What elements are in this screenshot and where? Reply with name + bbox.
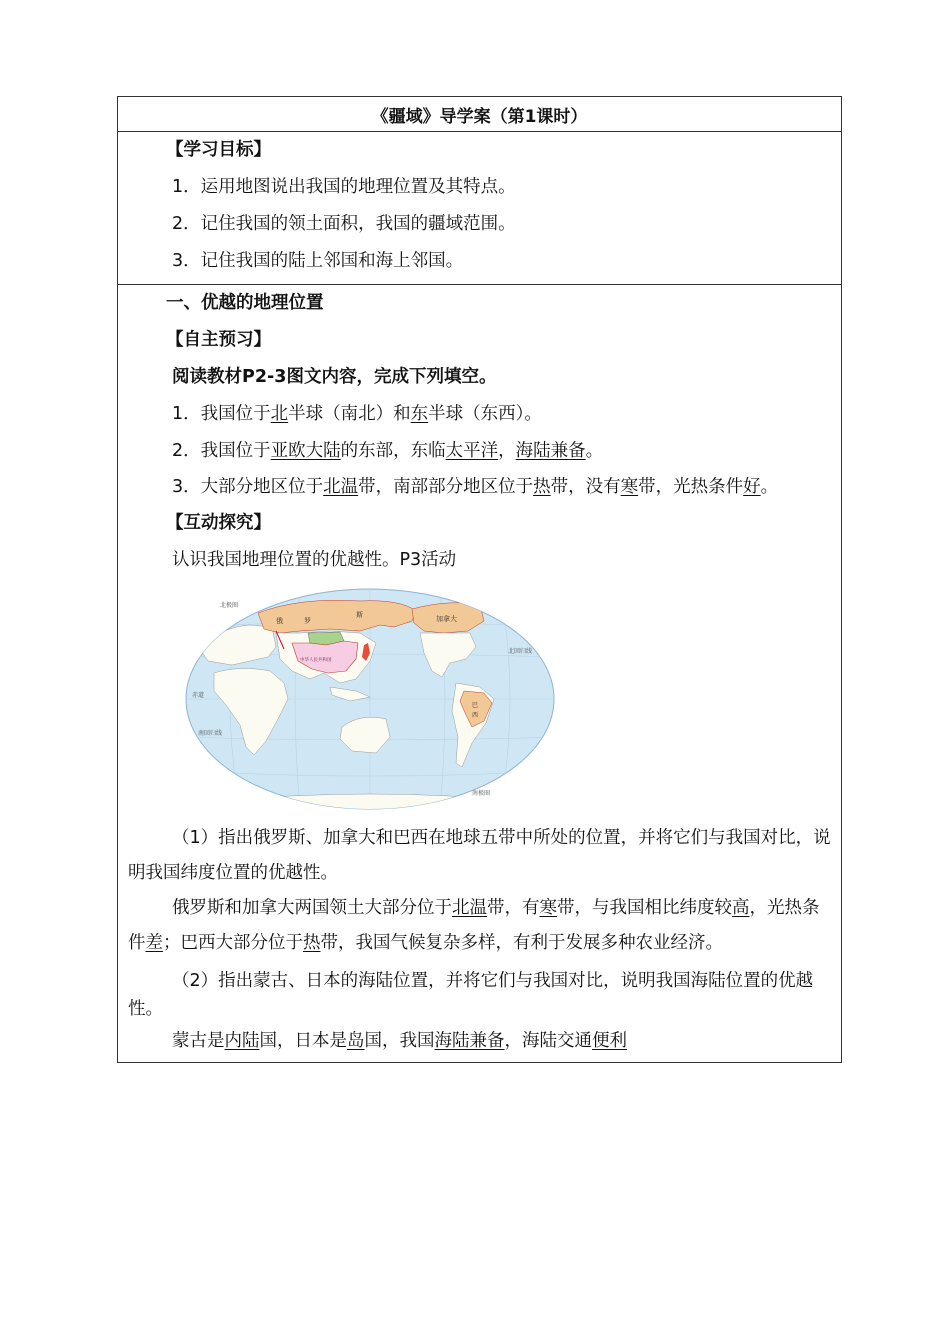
explore-heading: 【互动探究】 bbox=[166, 513, 271, 533]
brazil-label-2: 西 bbox=[472, 712, 479, 719]
tropic-cancer-label: 北回归线 bbox=[508, 648, 533, 655]
page-title: 《疆域》导学案（第1课时） bbox=[118, 97, 841, 132]
answer-blank: 北温 bbox=[452, 898, 487, 918]
answer-blank: 高 bbox=[732, 898, 750, 918]
text: 带，有 bbox=[487, 898, 540, 918]
text: 的东部，东临 bbox=[340, 441, 446, 461]
text: ，光热条件 bbox=[128, 898, 820, 953]
answer-blank: 太平洋 bbox=[445, 441, 499, 461]
answer-blank: 岛 bbox=[347, 1031, 365, 1051]
answer-blank: 寒 bbox=[539, 898, 557, 918]
brazil-label-1: 巴 bbox=[472, 702, 479, 709]
russia-label-1: 俄 bbox=[276, 617, 283, 625]
greenland-land bbox=[484, 595, 512, 613]
practice-answer-1 bbox=[128, 891, 831, 961]
fill-question-2 bbox=[128, 433, 831, 470]
text: 2．我国位于 bbox=[172, 441, 271, 461]
text: 蒙古是 bbox=[172, 1031, 225, 1051]
text: 。 bbox=[585, 441, 604, 461]
text: 俄罗斯和加拿大两国领土大部分位于 bbox=[172, 898, 452, 918]
answer-blank: 海陆兼备 bbox=[515, 441, 586, 461]
answer-blank: 亚欧大陆 bbox=[270, 441, 341, 461]
practice-question-2: （2）指出蒙古、日本的海陆位置，并将它们与我国对比，说明我国海陆位置的优越性。 bbox=[128, 971, 814, 1019]
worksheet-table bbox=[117, 96, 842, 1063]
goal-item: 3．记住我国的陆上邻国和海上邻国。 bbox=[172, 251, 464, 271]
learning-goals bbox=[118, 132, 841, 285]
text: 国，日本是 bbox=[259, 1031, 347, 1051]
goals-heading: 【学习目标】 bbox=[166, 140, 271, 160]
equator-label: 赤道 bbox=[192, 692, 205, 699]
answer-blank: 内陆 bbox=[224, 1031, 260, 1051]
text: ，海陆交通 bbox=[504, 1031, 592, 1051]
text: ， bbox=[498, 441, 516, 461]
answer-blank: 便利 bbox=[592, 1031, 627, 1051]
practice-question-1: （1）指出俄罗斯、加拿大和巴西在地球五带中所处的位置，并将它们与我国对比，说明我国纬度位置的优越性。 bbox=[128, 828, 831, 883]
text: 带，没有 bbox=[550, 477, 621, 497]
text: 半球（东西）。 bbox=[428, 404, 542, 424]
answer-blank: 热 bbox=[303, 933, 321, 953]
answer-blank: 北 bbox=[270, 404, 289, 424]
section-geographic-position bbox=[118, 285, 841, 1060]
china-label: 中华人民共和国 bbox=[300, 658, 332, 663]
antarctica-land bbox=[220, 794, 520, 815]
answer-blank: 东 bbox=[410, 404, 429, 424]
preview-instruction: 阅读教材P2-3图文内容，完成下列填空。 bbox=[172, 367, 497, 387]
world-map-figure bbox=[128, 579, 831, 819]
russia-label-2: 罗 bbox=[304, 617, 311, 625]
tropic-capricorn-label: 南回归线 bbox=[198, 730, 223, 737]
fill-question-3 bbox=[128, 470, 831, 505]
text: 。 bbox=[760, 477, 779, 497]
answer-blank: 差 bbox=[145, 933, 163, 953]
text: 3．大部分地区位于 bbox=[172, 477, 324, 497]
text: 带，南部部分地区位于 bbox=[358, 477, 534, 497]
world-map bbox=[180, 587, 560, 815]
explore-intro: 认识我国地理位置的优越性。P3活动 bbox=[172, 550, 457, 570]
text: 1．我国位于 bbox=[172, 404, 271, 424]
practice-answer-2 bbox=[128, 1023, 831, 1060]
text: 带，光热条件 bbox=[638, 477, 744, 497]
section-heading: 一、优越的地理位置 bbox=[166, 293, 324, 313]
answer-blank: 好 bbox=[743, 477, 761, 497]
antarctic-circle-label: 南极圈 bbox=[472, 790, 491, 797]
answer-blank: 热 bbox=[533, 477, 551, 497]
preview-heading: 【自主预习】 bbox=[166, 330, 271, 350]
goal-item: 2．记住我国的领土面积，我国的疆域范围。 bbox=[172, 214, 516, 234]
fill-question-1 bbox=[128, 396, 831, 433]
text: 带，我国气候复杂多样，有利于发展多种农业经济。 bbox=[320, 933, 723, 953]
answer-blank: 寒 bbox=[620, 477, 639, 497]
text: 半球（南北）和 bbox=[288, 404, 411, 424]
text: 带，与我国相比纬度较 bbox=[557, 898, 732, 918]
russia-label-3: 斯 bbox=[356, 611, 363, 619]
canada-label: 加拿大 bbox=[436, 615, 457, 623]
answer-blank: 海陆兼备 bbox=[434, 1031, 505, 1051]
text: ；巴西大部分位于 bbox=[163, 933, 303, 953]
text: 国，我国 bbox=[364, 1031, 435, 1051]
arctic-circle-label: 北极圈 bbox=[220, 602, 239, 609]
goal-item: 1．运用地图说出我国的地理位置及其特点。 bbox=[172, 177, 516, 197]
answer-blank: 北温 bbox=[323, 477, 359, 497]
